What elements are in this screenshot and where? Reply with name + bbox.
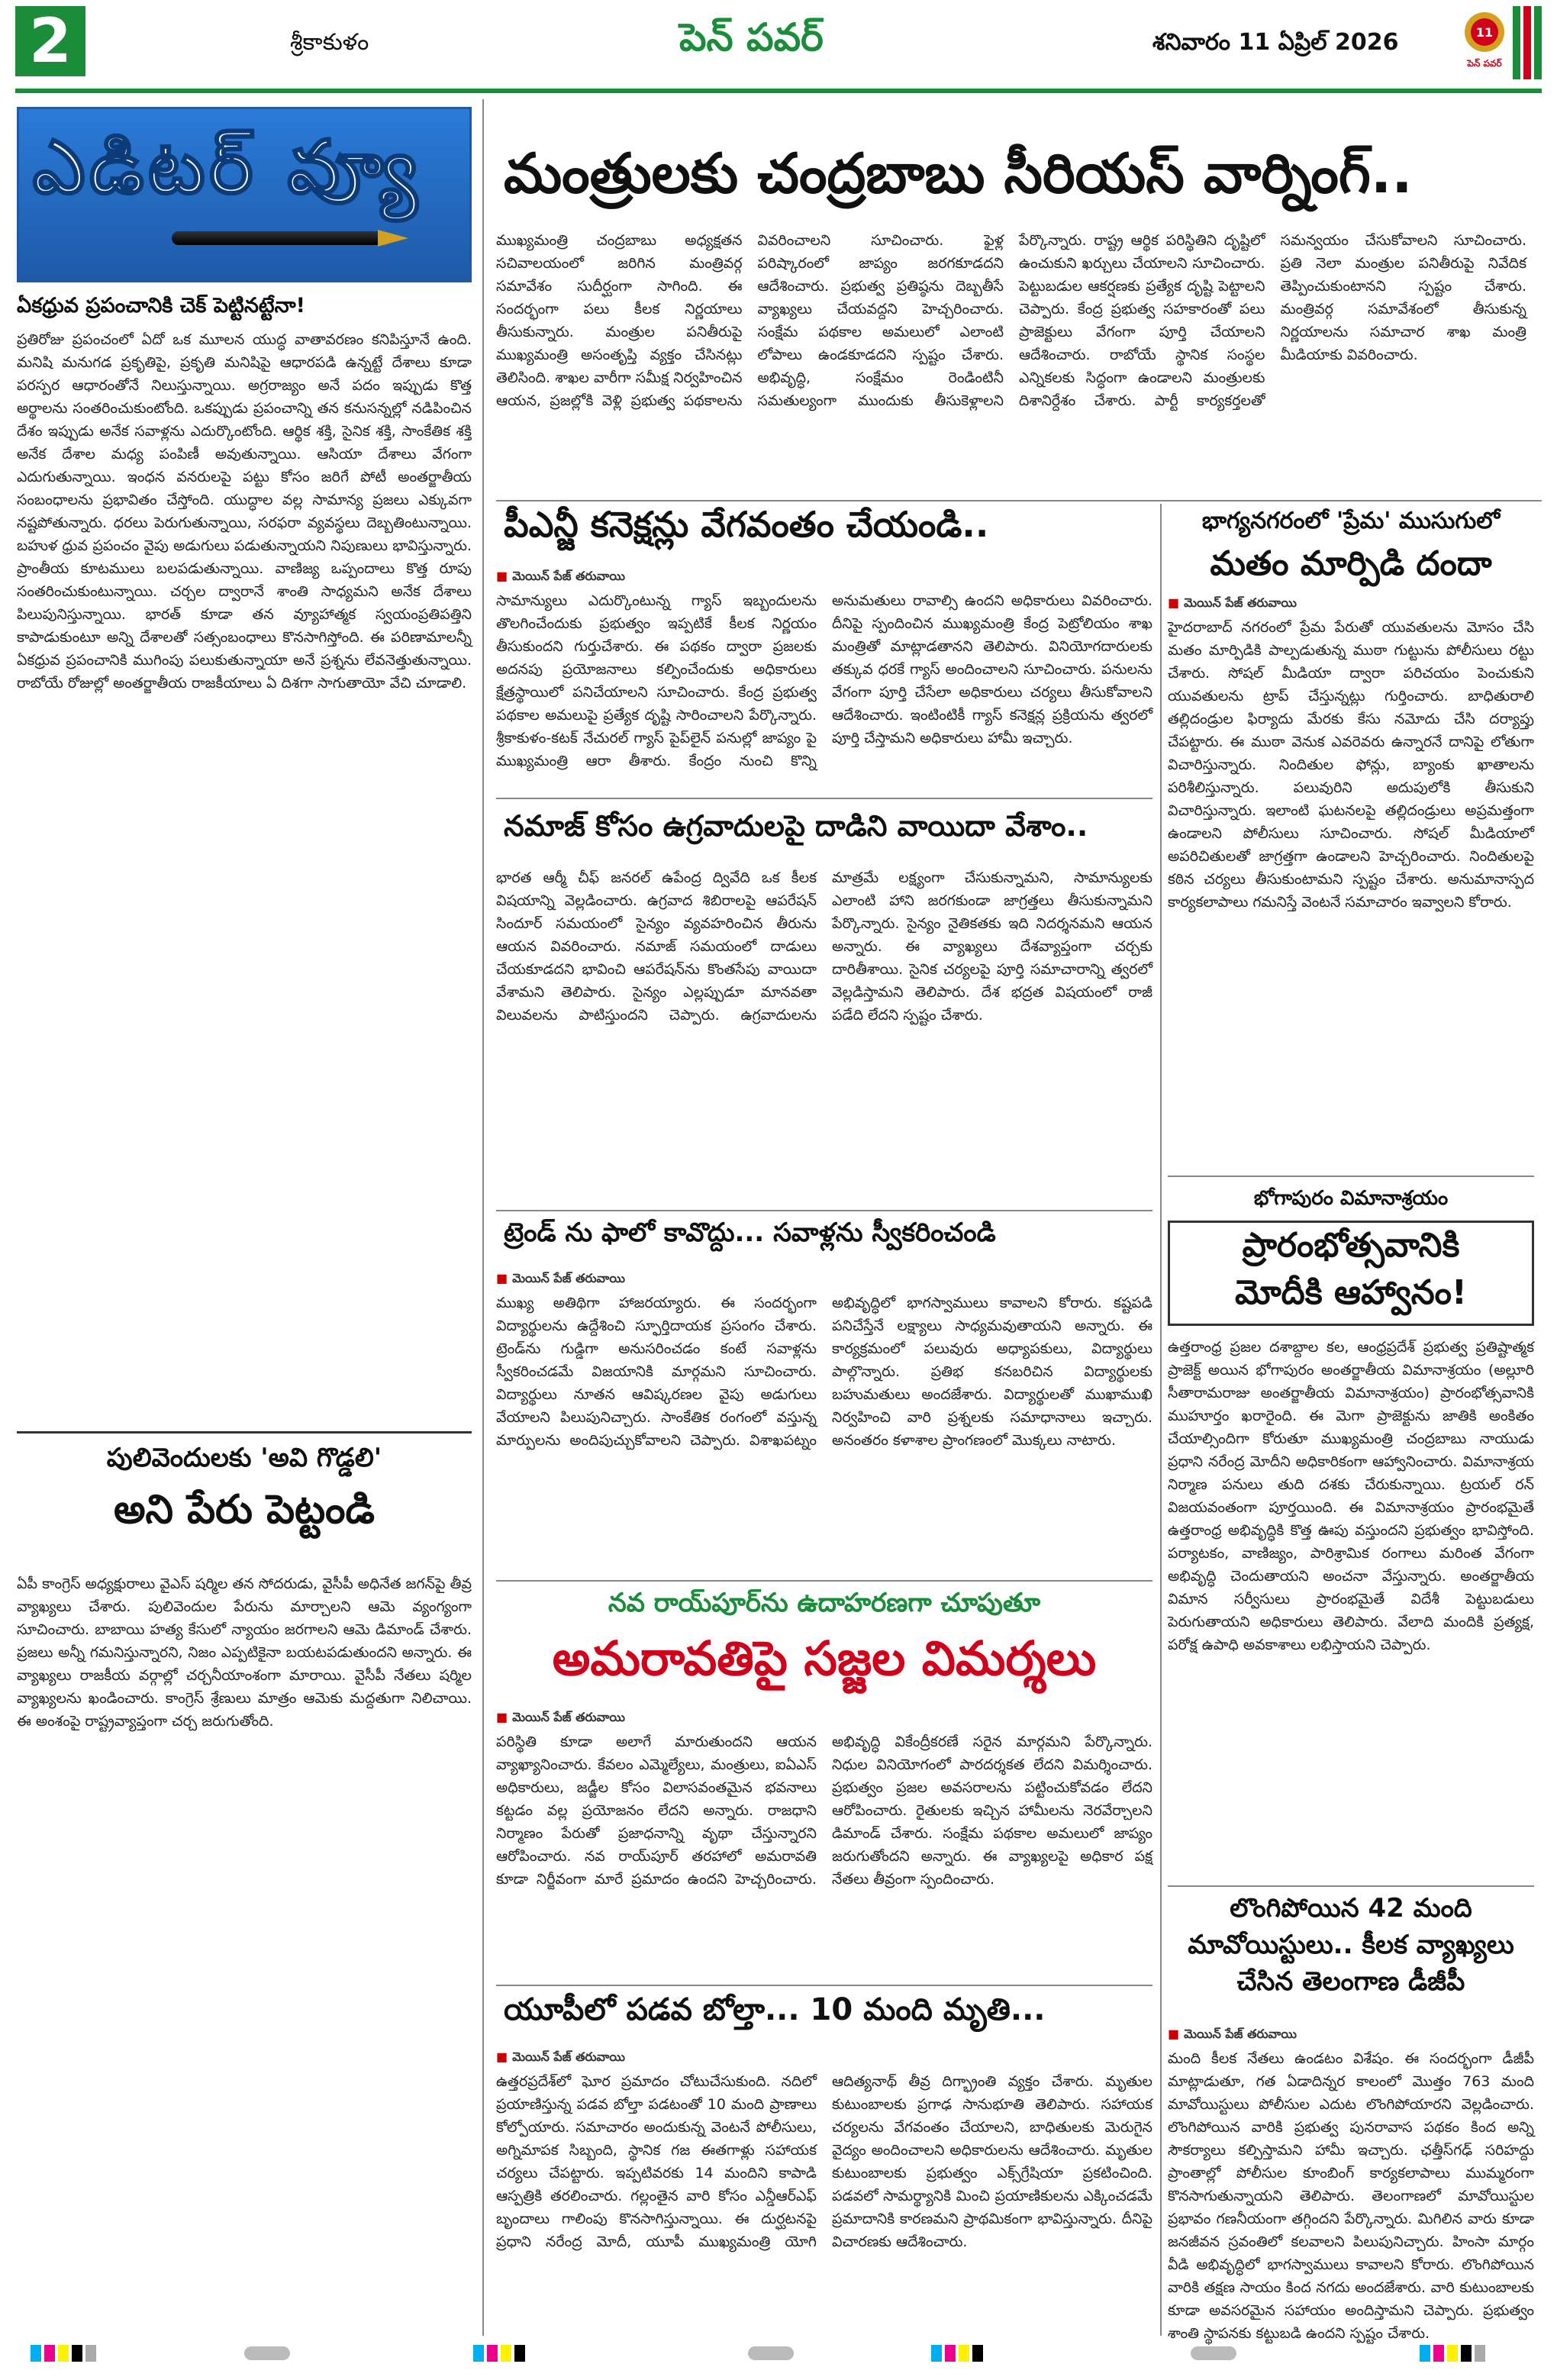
trend-byline [496,1271,1152,1288]
bullet-icon: ■ [1168,595,1180,610]
bhogapuram-headline-box [1168,1187,1534,1324]
maoist-byline [1168,2027,1534,2044]
pen-icon [172,231,385,245]
pen-nib-icon [378,230,408,247]
editor-headline-box [17,294,472,324]
column-divider [482,99,484,2336]
bhagyanagaram-headline-2: మతం మార్పిడి దందా [1210,544,1492,583]
namaz-body: భారత ఆర్మీ చీఫ్ జనరల్ ఉపేంద్ర ద్వివేది ఒక కీలక విషయాన్ని వెల్లడించారు. ఉగ్రవాద శిబిరాలపై ఆపరేషన్ సిందూర్ సమయంలో సైన్యం వ్యవహరించిన తీరును ఆయన వివరించారు. నమాజ్ సమయంలో దాడులు చేయకూడదని భావించి ఆపరేషన్‌ను కొంతసేపు వాయిదా వేశామని తెలిపారు. సైన్యం ఎల్లప్పుడూ మానవతా విలువలను పాటిస్తుందని చెప్పారు. ఉగ్రవాదులను మాత్రమే లక్ష్యంగా చేసుకున్నామని, సామాన్యులకు ఎలాంటి హాని జరగకుండా జాగ్రత్తలు తీసుకున్నామని పేర్కొన్నారు. సైన్యం నైతికతకు ఇది నిదర్శనమని ఆయన అన్నారు. ఈ వ్యాఖ్యలు దేశవ్యాప్తంగా చర్చకు దారితీశాయి. సైనిక చర్యలపై పూర్తి సమాచారాన్ని త్వరలో వెల్లడిస్తామని తెలిపారు. దేశ భద్రత విషయంలో రాజీ పడేది లేదని స్పష్టం చేశారు. [496,869,1152,1024]
editor-view-banner [17,107,472,282]
bhogapuram-headline-frame [1168,1221,1534,1326]
paper-logo [1458,5,1511,78]
divider [496,500,1542,501]
pulivendula-headline-box [17,1443,472,1565]
registration-marks-icon [15,2342,1542,2365]
column-divider [1160,504,1162,2336]
divider [496,1580,1152,1582]
maoist-headline-3: చేసిన తెలంగాణ డీజీపీ [1236,1966,1465,1997]
up-headline: యూపీలో పడవ బోల్తా... 10 మంది మృతి... [504,1992,1046,2027]
png-body-box [496,569,1152,790]
up-body: ఉత్తరప్రదేశ్‌లో ఘోర ప్రమాదం చోటుచేసుకుంది. నదిలో ప్రయాణిస్తున్న పడవ బోల్తా పడటంతో 10 మంది ప్రాణాలు కోల్పోయారు. సమాచారం అందుకున్న వెంటనే పోలీసులు, అగ్నిమాపక సిబ్బంది, స్థానిక గజ ఈతగాళ్లు సహాయక చర్యలు చేపట్టారు. ఇప్పటివరకు 14 మందిని కాపాడి ఆస్పత్రికి తరలించారు. గల్లంతైన వారి కోసం ఎన్డీఆర్ఎఫ్ బృందాలు గాలింపు కొనసాగిస్తున్నాయి. ఈ దుర్ఘటనపై ప్రధాని నరేంద్ర మోదీ, యూపీ ముఖ్యమంత్రి యోగి ఆదిత్యనాథ్ తీవ్ర దిగ్భ్రాంతి వ్యక్తం చేశారు. మృతుల కుటుంబాలకు ప్రగాఢ సానుభూతి తెలిపారు. సహాయక చర్యలను వేగవంతం చేయాలని, బాధితులకు మెరుగైన వైద్యం అందించాలని అధికారులను ఆదేశించారు. మృతుల కుటుంబాలకు ప్రభుత్వం ఎక్స్‌గ్రేషియా ప్రకటించింది. పడవలో సామర్థ్యానికి మించి ప్రయాణికులను ఎక్కించడమే ప్రమాదానికి కారణమని ప్రాథమికంగా భావిస్తున్నారు. దీనిపై విచారణకు ఆదేశించారు. [496,2073,1152,2250]
png-body: సామాన్యులు ఎదుర్కొంటున్న గ్యాస్ ఇబ్బందులను తొలగించేందుకు ప్రభుత్వం ఇప్పటికే కీలక నిర్ణయం తీసుకుందని గుర్తుచేశారు. ఈ పథకం ద్వారా ప్రజలకు అదనపు ప్రయోజనాలు కల్పించేందుకు అధికారులు క్షేత్రస్థాయిలో పనిచేయాలని సూచించారు. కేంద్ర ప్రభుత్వ పథకాల అమలుపై ప్రత్యేక దృష్టి సారించాలని పేర్కొన్నారు. శ్రీకాకుళం-కటక్ నేచురల్ గ్యాస్ పైప్‌లైన్ పనుల్లో జాప్యం పై ముఖ్యమంత్రి ఆరా తీశారు. కేంద్రం నుంచి కొన్ని అనుమతులు రావాల్సి ఉందని అధికారులు వివరించారు. దీనిపై స్పందించిన ముఖ్యమంత్రి కేంద్ర పెట్రోలియం శాఖ మంత్రితో మాట్లాడతానని తెలిపారు. వినియోగదారులకు తక్కువ ధరకే గ్యాస్ అందించాలని సూచించారు. పనులను వేగంగా పూర్తి చేసేలా అధికారులు చర్యలు తీసుకోవాలని ఆదేశించారు. ఇంటింటికీ గ్యాస్ కనెక్షన్ల ప్రక్రియను త్వరలో పూర్తి చేస్తామని అధికారులు హామీ ఇచ్చారు. [496,592,1152,769]
divider [1168,1885,1534,1887]
header-stripe [1534,6,1542,79]
lead-headline: మంత్రులకు చంద్రబాబు సీరియస్ వార్నింగ్.. [504,141,1413,205]
namaz-headline: నమాజ్ కోసం ఉగ్రవాదులపై దాడిని వాయిదా వేశాం.. [504,809,1088,843]
trend-headline: ట్రెండ్ ను ఫాలో కావొద్దు... సవాళ్లను స్వీకరించండి [504,1217,996,1248]
bullet-icon: ■ [496,2049,508,2064]
divider [496,1210,1152,1211]
bhagyanagaram-byline [1168,595,1534,613]
location-label: శ్రీకాకుళం [290,29,369,56]
png-headline: పీఎన్జీ కనెక్షన్లు వేగవంతం చేయండి.. [504,504,989,545]
pulivendula-body: ఏపీ కాంగ్రెస్ అధ్యక్షురాలు వైఎస్ షర్మిల తన సోదరుడు, వైసీపీ అధినేత జగన్‌పై తీవ్ర వ్యాఖ్యలు చేశారు. పులివెందుల పేరును మార్చాలని ఆమె వ్యంగ్యంగా సూచించారు. బాబాయి హత్య కేసులో న్యాయం జరగాలని ఆమె డిమాండ్ చేశారు. ప్రజలు అన్నీ గమనిస్తున్నారని, నిజం ఎప్పటికైనా బయటపడుతుందని అన్నారు. ఈ వ్యాఖ్యలు రాజకీయ వర్గాల్లో చర్చనీయాంశంగా మారాయి. వైసీపీ నేతలు షర్మిల వ్యాఖ్యలను ఖండించారు. కాంగ్రెస్ శ్రేణులు మాత్రం ఆమెకు మద్దతుగా నిలిచాయి. ఈ అంశంపై రాష్ట్రవ్యాప్తంగా చర్చ జరుగుతోంది. [17,1575,472,1730]
bhagyanagaram-body: హైదరాబాద్ నగరంలో ప్రేమ పేరుతో యువతులను మోసం చేసి మతం మార్పిడికి పాల్పడుతున్న ముఠా గుట్టును పోలీసులు రట్టు చేశారు. సోషల్ మీడియా ద్వారా పరిచయం పెంచుకుని యువతులను ట్రాప్ చేస్తున్నట్లు గుర్తించారు. బాధితురాలి తల్లిదండ్రుల ఫిర్యాదు మేరకు కేసు నమోదు చేసి దర్యాప్తు చేపట్టారు. ఈ ముఠా వెనుక ఎవరెవరు ఉన్నారనే దానిపై లోతుగా విచారిస్తున్నారు. నిందితుల ఫోన్లు, బ్యాంకు ఖాతాలను పరిశీలిస్తున్నారు. పలువురిని అదుపులోకి తీసుకుని విచారిస్తున్నారు. ఇలాంటి ఘటనలపై తల్లిదండ్రులు అప్రమత్తంగా ఉండాలని పోలీసులు సూచించారు. సోషల్ మీడియాలో అపరిచితులతో జాగ్రత్తగా ఉండాలని హెచ్చరించారు. నిందితులపై కఠిన చర్యలు తీసుకుంటామని స్పష్టం చేశారు. అనుమానాస్పద కార్యకలాపాలు గమనిస్తే వెంటనే సమాచారం ఇవ్వాలని కోరారు. [1168,619,1534,911]
print-registration-strip [15,2342,1542,2365]
divider [496,1985,1152,1986]
namaz-headline-box [504,809,1152,863]
pulivendula-headline-2: అని పేరు పెట్టండి [113,1487,376,1533]
masthead [15,0,1542,93]
bhagyanagaram-headline-box [1168,508,1534,592]
maoist-headline-1: లొంగిపోయిన 42 మంది [1230,1893,1472,1924]
editor-view-title: ఎడిటర్ వ్యూ [33,124,422,210]
lead-headline-box [504,141,1526,225]
sajjala-headline: అమరావతిపై సజ్జల విమర్శలు [552,1630,1097,1686]
sajjala-byline [496,1710,1152,1727]
bhagyanagaram-headline-1: భాగ్యనగరంలో 'ప్రేమ' ముసుగులో [1201,508,1501,534]
png-byline [496,569,1152,586]
svg-text:11: 11 [1475,25,1494,40]
issue-date: శనివారం 11 ఏప్రిల్ 2026 [1152,29,1399,56]
sajjala-body: పరిస్థితి కూడా అలాగే మారుతుందని ఆయన వ్యాఖ్యానించారు. కేవలం ఎమ్మెల్యేలు, మంత్రులు, ఐఏఎస్ అధికారులు, జడ్జీల కోసం విలాసవంతమైన భవనాలు కట్టడం వల్ల ప్రయోజనం లేదని అన్నారు. రాజధాని నిర్మాణం పేరుతో ప్రజాధనాన్ని వృథా చేస్తున్నారని ఆరోపించారు. నవ రాయ్‌పూర్ తరహాలో అమరావతి కూడా నిర్జీవంగా మారే ప్రమాదం ఉందని హెచ్చరించారు. అభివృద్ధి వికేంద్రీకరణే సరైన మార్గమని పేర్కొన్నారు. నిధుల వినియోగంలో పారదర్శకత లేదని విమర్శించారు. ప్రభుత్వం ప్రజల అవసరాలను పట్టించుకోవడం లేదని ఆరోపించారు. రైతులకు ఇచ్చిన హామీలను నెరవేర్చాలని డిమాండ్ చేశారు. సంక్షేమ పథకాల అమలులో జాప్యం జరుగుతోందని అన్నారు. ఈ వ్యాఖ్యలపై అధికార పక్ష నేతలు తీవ్రంగా స్పందించారు. [496,1733,1152,1888]
bhagyanagaram-byline-text: మెయిన్ పేజ్ తరువాయి [1184,595,1297,610]
up-headline-box [504,1992,1152,2046]
maoist-headline-2: మావోయిస్టులు.. కీలక వ్యాఖ్యలు [1188,1930,1514,1960]
divider [17,1431,472,1433]
bhogapuram-body: ఉత్తరాంధ్ర ప్రజల దశాబ్దాల కల, ఆంధ్రప్రదేశ్ ప్రభుత్వ ప్రతిష్టాత్మక ప్రాజెక్ట్ అయిన భోగాపురం అంతర్జాతీయ విమానాశ్రయం (అల్లూరి సీతారామరాజు అంతర్జాతీయ విమానాశ్రయం) ప్రారంభోత్సవానికి ముహూర్తం ఖరారైంది. ఈ మెగా ప్రాజెక్టును జాతికి అంకితం చేయాల్సిందిగా కోరుతూ ముఖ్యమంత్రి చంద్రబాబు నాయుడు ప్రధాని నరేంద్ర మోదీని అధికారికంగా ఆహ్వానించారు. విమానాశ్రయ నిర్మాణ పనులు తుది దశకు చేరుకున్నాయి. ట్రయల్ రన్ విజయవంతంగా పూర్తయింది. ఈ విమానాశ్రయం ప్రారంభమైతే ఉత్తరాంధ్ర అభివృద్ధికి కొత్త ఊపు వస్తుందని ప్రభుత్వం భావిస్తోంది. పర్యాటకం, వాణిజ్యం, పారిశ్రామిక రంగాలు మరింత వేగంగా అభివృద్ధి చెందుతాయని అంచనా వేస్తున్నారు. అంతర్జాతీయ విమాన సర్వీసులు ప్రారంభమైతే విదేశీ పెట్టుబడులు పెరుగుతాయని అధికారులు తెలిపారు. వేలాది మందికి ప్రత్యక్ష, పరోక్ష ఉపాధి అవకాశాలు లభిస్తాయని చెప్పారు. [1168,1339,1534,1653]
bhogapuram-kicker: భోగాపురం విమానాశ్రయం [1253,1187,1449,1210]
divider [1168,1175,1534,1177]
up-byline [496,2049,1152,2067]
logo-caption: పెన్ పవర్ [1467,58,1502,69]
png-byline-text: మెయిన్ పేజ్ తరువాయి [512,569,625,583]
maoist-headline-box [1168,1893,1534,2023]
maoist-body-box [1168,2027,1534,2342]
page-number: 2 [15,6,85,76]
bullet-icon: ■ [496,1710,508,1724]
bullet-icon: ■ [1168,2027,1180,2041]
lead-body: ముఖ్యమంత్రి చంద్రబాబు అధ్యక్షతన సచివాలయంలో జరిగిన మంత్రివర్గ సమావేశం సుదీర్ఘంగా సాగింది. ఈ సందర్భంగా పలు కీలక నిర్ణయాలు తీసుకున్నారు. మంత్రుల పనితీరుపై ముఖ్యమంత్రి అసంతృప్తి వ్యక్తం చేసినట్లు తెలిసింది. శాఖల వారీగా సమీక్ష నిర్వహించిన ఆయన, ప్రజల్లోకి వెళ్లి ప్రభుత్వ పథకాలను వివరించాలని సూచించారు. ఫైళ్ల పరిష్కారంలో జాప్యం జరగకూడదని ఆదేశించారు. ప్రభుత్వ ప్రతిష్ఠను దెబ్బతీసే వ్యాఖ్యలు చేయవద్దని హెచ్చరించారు. సంక్షేమ పథకాల అమలులో ఎలాంటి లోపాలు ఉండకూడదని స్పష్టం చేశారు. అభివృద్ధి, సంక్షేమం రెండింటినీ సమతుల్యంగా ముందుకు తీసుకెళ్లాలని పేర్కొన్నారు. రాష్ట్ర ఆర్థిక పరిస్థితిని దృష్టిలో ఉంచుకుని ఖర్చులు చేయాలని సూచించారు. పెట్టుబడుల ఆకర్షణకు ప్రత్యేక దృష్టి పెట్టాలని చెప్పారు. కేంద్ర ప్రభుత్వ సహకారంతో పలు ప్రాజెక్టులు వేగంగా పూర్తి చేయాలని ఆదేశించారు. రాబోయే స్థానిక సంస్థల ఎన్నికలకు సిద్ధంగా ఉండాలని మంత్రులకు దిశానిర్దేశం చేశారు. పార్టీ కార్యకర్తలతో సమన్వయం చేసుకోవాలని సూచించారు. ప్రతి నెలా మంత్రుల పనితీరుపై నివేదిక తెప్పించుకుంటానని స్పష్టం చేశారు. మంత్రివర్గ సమావేశంలో తీసుకున్న నిర్ణయాలను సమాచార శాఖ మంత్రి మీడియాకు వివరించారు. [496,232,1526,409]
trend-body-box [496,1271,1152,1576]
trend-body: ముఖ్య అతిథిగా హాజరయ్యారు. ఈ సందర్భంగా విద్యార్థులను ఉద్దేశించి స్ఫూర్తిదాయక ప్రసంగం చేశారు. ట్రెండ్‌ను గుడ్డిగా అనుసరించడం కంటే సవాళ్లను స్వీకరించడమే విజయానికి మార్గమని సూచించారు. విద్యార్థులు నూతన ఆవిష్కరణల వైపు అడుగులు వేయాలని పిలుపునిచ్చారు. సాంకేతిక రంగంలో వస్తున్న మార్పులను అందిపుచ్చుకోవాలని చెప్పారు. విశాఖపట్నం అభివృద్ధిలో భాగస్వాములు కావాలని కోరారు. కష్టపడి పనిచేస్తేనే లక్ష్యాలు సాధ్యమవుతాయని అన్నారు. ఈ కార్యక్రమంలో పలువురు అధ్యాపకులు, విద్యార్థులు పాల్గొన్నారు. ప్రతిభ కనబరిచిన విద్యార్థులకు బహుమతులు అందజేశారు. విద్యార్థులతో ముఖాముఖి నిర్వహించి వారి ప్రశ్నలకు సమాధానాలు ఇచ్చారు. అనంతరం కళాశాల ప్రాంగణంలో మొక్కలు నాటారు. [496,1295,1152,1449]
editor-body: ప్రతిరోజు ప్రపంచంలో ఏదో ఒక మూలన యుద్ధ వాతావరణం కనిపిస్తూనే ఉంది. మనిషి మనుగడ ప్రకృతిపై, ప్రకృతి మనిషిపై ఆధారపడి ఉన్నట్టే దేశాలు కూడా పరస్పర ఆధారంతోనే నిలుస్తున్నాయి. అగ్రరాజ్యం అనే పదం ఇప్పుడు కొత్త అర్థాలను సంతరించుకుంటోంది. ఒకప్పుడు ప్రపంచాన్ని తన కనుసన్నల్లో నడిపించిన దేశం ఇప్పుడు అనేక సవాళ్లను ఎదుర్కొంటోంది. ఆర్థిక శక్తి, సైనిక శక్తి, సాంకేతిక శక్తి అనేక దేశాల మధ్య పంపిణీ అవుతున్నాయి. ఆసియా దేశాలు వేగంగా ఎదుగుతున్నాయి. ఇంధన వనరులపై పట్టు కోసం జరిగే పోటీ అంతర్జాతీయ సంబంధాలను ప్రభావితం చేస్తోంది. యుద్ధాల వల్ల సామాన్య ప్రజలు ఎక్కువగా నష్టపోతున్నారు. ధరలు పెరుగుతున్నాయి, సరఫరా వ్యవస్థలు దెబ్బతింటున్నాయి. బహుళ ధ్రువ ప్రపంచం వైపు అడుగులు పడుతున్నాయని నిపుణులు భావిస్తున్నారు. ప్రాంతీయ కూటములు బలపడుతున్నాయి. వాణిజ్య ఒప్పందాలు కొత్త రూపు సంతరించుకుంటున్నాయి. చర్చల ద్వారానే శాంతి సాధ్యమని అనేక దేశాలు పిలుపునిస్తున్నాయి. భారత్ కూడా తన వ్యూహాత్మక స్వయంప్రతిపత్తిని కాపాడుకుంటూ అన్ని దేశాలతో సత్సంబంధాలు కొనసాగిస్తోంది. ఈ పరిణామాలన్నీ ఏకధ్రువ ప్రపంచానికి ముగింపు పలుకుతున్నాయా అనే ప్రశ్నను లేవనెత్తుతున్నాయి. రాబోయే రోజుల్లో అంతర్జాతీయ రాజకీయాలు ఏ దిశగా సాగుతాయో వేచి చూడాలి. [17,331,472,692]
bhogapuram-headline-1: ప్రారంభోత్సవానికి [1242,1226,1460,1265]
up-byline-text: మెయిన్ పేజ్ తరువాయి [512,2049,625,2064]
header-stripe [1513,6,1520,79]
divider [496,798,1152,799]
bhogapuram-headline-2: మోదీకి ఆహ్వానం! [1234,1273,1467,1312]
pulivendula-headline-1: పులివెందులకు 'అవి గొడ్డలి' [106,1443,382,1473]
maoist-body: మంది కీలక నేతలు ఉండటం విశేషం. ఈ సందర్భంగా డీజీపీ మాట్లాడుతూ, గత ఏడాదిన్నర కాలంలో మొత్తం 763 మంది మావోయిస్టులు పోలీసుల ఎదుట లొంగిపోయారని వెల్లడించారు. లొంగిపోయిన వారికి ప్రభుత్వ పునరావాస పథకం కింద అన్ని సౌకర్యాలు కల్పిస్తామని హామీ ఇచ్చారు. ఛత్తీస్‌గఢ్ సరిహద్దు ప్రాంతాల్లో పోలీసుల కూంబింగ్ కార్యకలాపాలు ముమ్మరంగా కొనసాగుతున్నాయని తెలిపారు. తెలంగాణలో మావోయిస్టుల ప్రభావం గణనీయంగా తగ్గిందని పేర్కొన్నారు. మిగిలిన వారు కూడా జనజీవన స్రవంతిలో కలవాలని పిలుపునిచ్చారు. హింసా మార్గం వీడి అభివృద్ధిలో భాగస్వాములు కావాలని కోరారు. లొంగిపోయిన వారికి తక్షణ సాయం కింద నగదు అందజేశారు. వారి కుటుంబాలకు కూడా అవసరమైన సహాయం అందిస్తామని చెప్పారు. ప్రభుత్వం శాంతి స్థాపనకు కట్టుబడి ఉందని స్పష్టం చేశారు. [1168,2050,1534,2342]
png-headline-box [504,504,1145,565]
up-body-box [496,2049,1152,2332]
header-stripe [1523,6,1531,79]
bullet-icon: ■ [496,1271,508,1285]
sajjala-kicker: నవ రాయ్‌పూర్‌ను ఉదాహరణగా చూపుతూ [608,1588,1041,1618]
editor-headline: ఏకధ్రువ ప్రపంచానికి చెక్ పెట్టినట్టేనా! [17,294,305,318]
maoist-byline-text: మెయిన్ పేజ్ తరువాయి [1184,2027,1297,2041]
trend-headline-box [504,1217,1152,1271]
bhagyanagaram-body-box [1168,595,1534,1168]
sajjala-headline-box [496,1588,1152,1702]
sajjala-byline-text: మెయిన్ పేజ్ తరువాయి [512,1710,625,1724]
trend-byline-text: మెయిన్ పేజ్ తరువాయి [512,1271,625,1285]
sajjala-body-box [496,1710,1152,1977]
paper-name: పెన్ పవర్ [679,15,824,60]
bullet-icon: ■ [496,569,508,583]
